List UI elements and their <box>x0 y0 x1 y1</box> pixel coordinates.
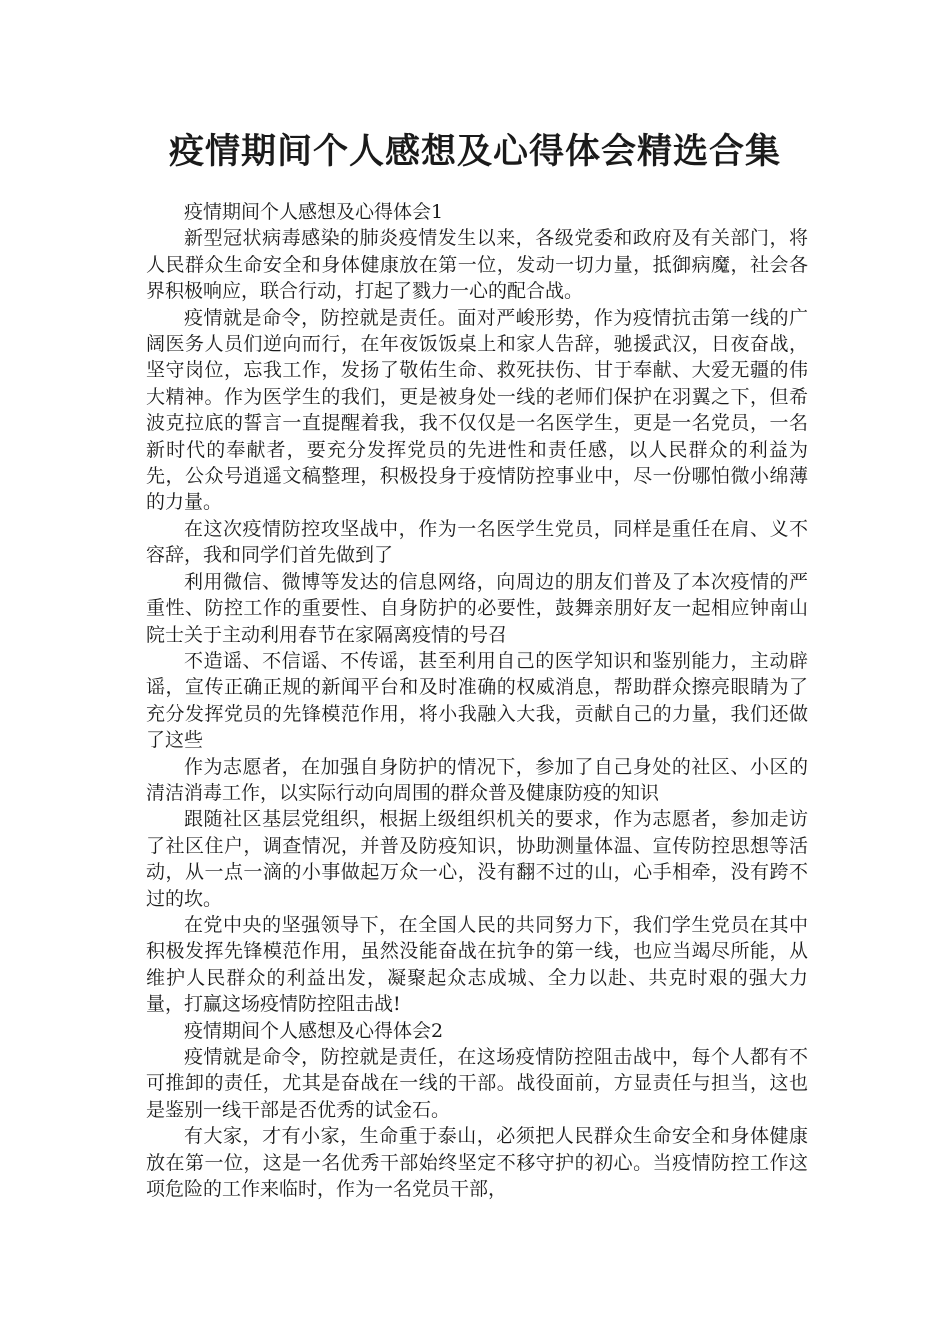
paragraph: 疫情就是命令，防控就是责任，在这场疫情防控阻击战中，每个人都有不可推卸的责任，尤其是奋战在一线的干部。战役面前，方显责任与担当，这也是鉴别一线干部是否优秀的试金石。 <box>146 1046 808 1121</box>
paragraph: 利用微信、微博等发达的信息网络，向周边的朋友们普及了本次疫情的严重性、防控工作的重要性、自身防护的必要性，鼓舞亲朋好友一起相应钟南山院士关于主动利用春节在家隔离疫情的号召 <box>146 570 808 646</box>
paragraph: 疫情就是命令，防控就是责任。面对严峻形势，作为疫情抗击第一线的广阔医务人员们逆向而行，在年夜饭饭桌上和家人告辞，驰援武汉，日夜奋战，坚守岗位，忘我工作，发扬了敬佑生命、救死扶伤、甘于奉献、大爱无疆的伟大精神。作为医学生的我们，更是被身处一线的老师们保护在羽翼之下，但希波克拉底的誓言一直提醒着我，我不仅仅是一名医学生，更是一名党员，一名新时代的奉献者，要充分发挥党员的先进性和责任感，以人民群众的利益为先，公众号逍遥文稿整理，积极投身于疫情防控事业中，尽一份哪怕微小绵薄的力量。 <box>146 306 808 514</box>
document-body <box>146 199 808 1202</box>
paragraph: 在党中央的坚强领导下，在全国人民的共同努力下，我们学生党员在其中积极发挥先锋模范作用，虽然没能奋战在抗争的第一线，也应当竭尽所能，从维护人民群众的利益出发，凝聚起众志成城、全力以赴、共克时艰的强大力量，打赢这场疫情防控阻击战! <box>146 913 808 1016</box>
section-heading-1: 疫情期间个人感想及心得体会1 <box>184 201 444 223</box>
paragraph: 作为志愿者，在加强自身防护的情况下，参加了自己身处的社区、小区的清洁消毒工作，以实际行动向周围的群众普及健康防疫的知识 <box>146 755 808 804</box>
paragraph: 跟随社区基层党组织，根据上级组织机关的要求，作为志愿者，参加走访了社区住户，调查情况，并普及防疫知识，协助测量体温、宣传防控思想等活动，从一点一滴的小事做起万众一心，没有翻不过的山，心手相牵，没有跨不过的坎。 <box>146 808 808 910</box>
document-title: 疫情期间个人感想及心得体会精选合集 <box>168 132 781 172</box>
section-heading-2: 疫情期间个人感想及心得体会2 <box>184 1019 444 1042</box>
paragraph: 有大家，才有小家，生命重于泰山，必须把人民群众生命安全和身体健康放在第一位，这是一名优秀干部始终坚定不移守护的初心。当疫情防控工作这项危险的工作来临时，作为一名党员干部， <box>146 1125 808 1201</box>
paragraph: 新型冠状病毒感染的肺炎疫情发生以来，各级党委和政府及有关部门，将人民群众生命安全和身体健康放在第一位，发动一切力量，抵御病魔，社会各界积极响应，联合行动，打起了戮力一心的配合战。 <box>146 227 808 303</box>
paragraph: 不造谣、不信谣、不传谣，甚至利用自己的医学知识和鉴别能力，主动辟谣，宣传正确正规的新闻平台和及时准确的权威消息，帮助群众擦亮眼睛为了充分发挥党员的先锋模范作用，将小我融入大我，贡献自己的力量，我们还做了这些 <box>146 649 808 752</box>
paragraph: 在这次疫情防控攻坚战中，作为一名医学生党员，同样是重任在肩、义不容辞，我和同学们首先做到了 <box>146 517 808 567</box>
